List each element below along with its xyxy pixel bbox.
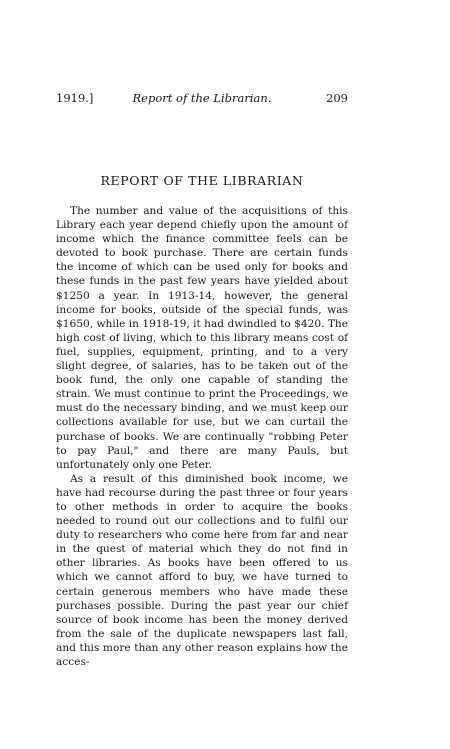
paragraph: As a result of this diminished book income, we have had recourse during the past three or four years to other methods in order to acquire the books needed to round out our collections and to fulfil our duty to researchers who come here from far and near in the quest of material which they do not find in other libraries. As books have been offered to us which we cannot afford to buy, we have turned to certain generous members who have made these purchases possible. During the past year our chief source of book income has been the money derived from the sale of the duplicate newspapers last fall, and this more than any other reason explains how the acces- xyxy=(56,472,348,668)
running-head-year: 1919.] xyxy=(56,91,94,105)
report-title: REPORT OF THE LIBRARIAN xyxy=(100,173,304,188)
running-head xyxy=(56,90,348,106)
paragraph: The number and value of the acquisitions of this Library each year depend chiefly upon the amount of income which the finance committee feels can be devoted to book purchase. There are certain funds the income of which can be used only for books and these funds in the past few years have yielded about $1250 a year. In 1913-14, however, the general income for books, outside of the special funds, was $1650, while in 1918-19, it had dwindled to $420. The high cost of living, which to this library means cost of fuel, supplies, equipment, printing, and to a very slight degree, of salaries, has to be taken out of the book fund, the only one capable of standing the strain. We must continue to print the Proceedings, we must do the necessary binding, and we must keep our collections available for use, but we can curtail the purchase of books. We are continually "robbing Peter to pay Paul," and there are many Pauls, but unfortunately only one Peter. xyxy=(56,205,348,471)
page-number: 209 xyxy=(326,91,348,105)
running-head-title: Report of the Librarian. xyxy=(132,91,272,105)
body-text xyxy=(56,204,348,669)
